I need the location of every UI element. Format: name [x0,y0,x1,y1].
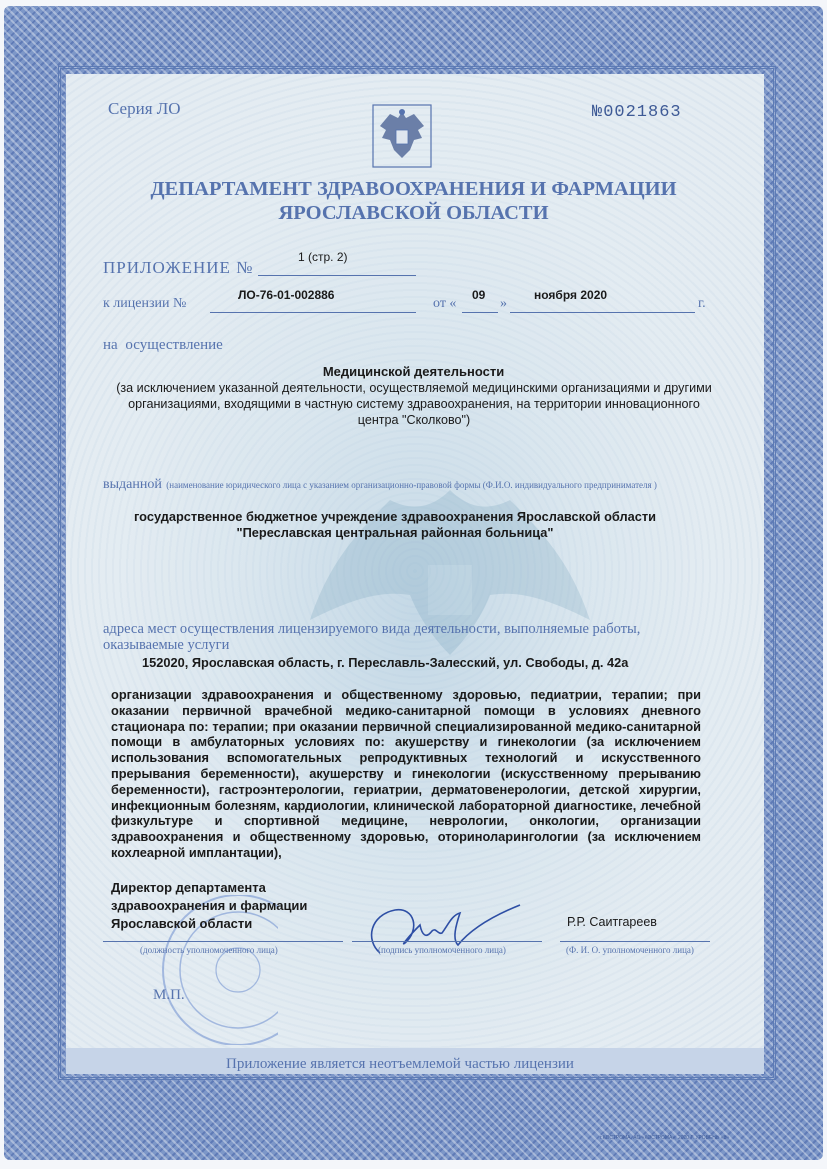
caption-name: (Ф. И. О. уполномоченного лица) [566,945,694,955]
issued-label: выданной [103,477,162,492]
license-from: от « [433,296,457,311]
issued-block [103,478,663,491]
department-title-line1: ДЕПАРТАМЕНТ ЗДРАВООХРАНЕНИЯ И ФАРМАЦИИ [150,178,677,200]
activity-title: Медицинской деятельности [322,364,505,379]
organization-name-line1: государственное бюджетное учреждение здравоохранения Ярославской области [134,509,656,524]
department-title-line2: ЯРОСЛАВСКОЙ ОБЛАСТИ [278,202,549,224]
license-number: ЛО-76-01-002886 [238,288,335,302]
appendix-value: 1 (стр. 2) [298,250,348,264]
signatory-name: Р.Р. Саитгареев [567,915,657,929]
footer-note: Приложение является неотъемлемой частью лицензии [226,1056,574,1072]
activity-note: (за исключением указанной деятельности, осуществляемой медицинскими организациями и другими организациями, входящими в частную систему здравоохранения, на территории инновационного центра "Сколково") [116,381,712,427]
issued-hint: (наименование юридического лица с указанием организационно-правовой формы (Ф.И.О. индивидуального предпринимателя ) [166,480,657,490]
seal-place-label: М.П. [153,987,185,1003]
signature-line [352,925,542,942]
caption-signature: (подпись уполномоченного лица) [378,945,506,955]
organization-name-line2: "Переславская центральная районная больница" [236,525,554,540]
position-signature-line [103,925,343,942]
address-value: 152020, Ярославская область, г. Переславль-Залесский, ул. Свободы, д. 42а [142,655,629,670]
activity-label: на осуществление [103,337,223,353]
license-day: 09 [472,288,486,302]
license-prefix: к лицензии № [103,296,187,311]
address-label: адреса мест осуществления лицензируемого вида деятельности, выполняемые работы, оказываемые услуги [103,621,641,653]
position-line3: Ярославской области [111,916,253,931]
services-text: организации здравоохранения и общественному здоровью, педиатрии, терапии; при оказании первичной врачебной медико-санитарной помощи в условиях дневного стационара по: терапии; при оказании первичной специализированной медико-санитарной помощи в амбулаторных условиях по: акушерству и гинекологии (за исключением использования вспомогательных репродуктивных технологий и искусственного прерывания беременности), акушерству и гинекологии (искусственному прерыванию беременности), гастроэнтерологии, гериатрии, дерматовенерологии, детской хирургии, инфекционным болезням, кардиологии, клинической лабораторной диагностике, лечебной физкультуре и спортивной медицине, неврологии, онкологии, организации здравоохранения и общественному здоровью, оториноларингологии (за исключением кохлеарной имплантации), [111,687,701,860]
appendix-label: ПРИЛОЖЕНИЕ № [103,258,254,277]
coat-of-arms-icon [372,104,432,168]
position-line2: здравоохранения и фармации [111,898,308,913]
printer-note: г.КОСТРОМА, АО «КОСТРОМА», 2020 Г. УРОВЕНЬ «В» [600,1135,730,1141]
name-signature-line [560,925,710,942]
license-year-suffix: г. [698,296,706,311]
license-month-year: ноября 2020 [534,288,608,302]
position-line1: Директор департамента [111,880,266,895]
caption-position: (должность уполномоченного лица) [140,945,278,955]
series-number: №0021863 [592,103,682,122]
series-label: Серия ЛО [108,99,181,118]
license-day-close: » [500,296,507,311]
